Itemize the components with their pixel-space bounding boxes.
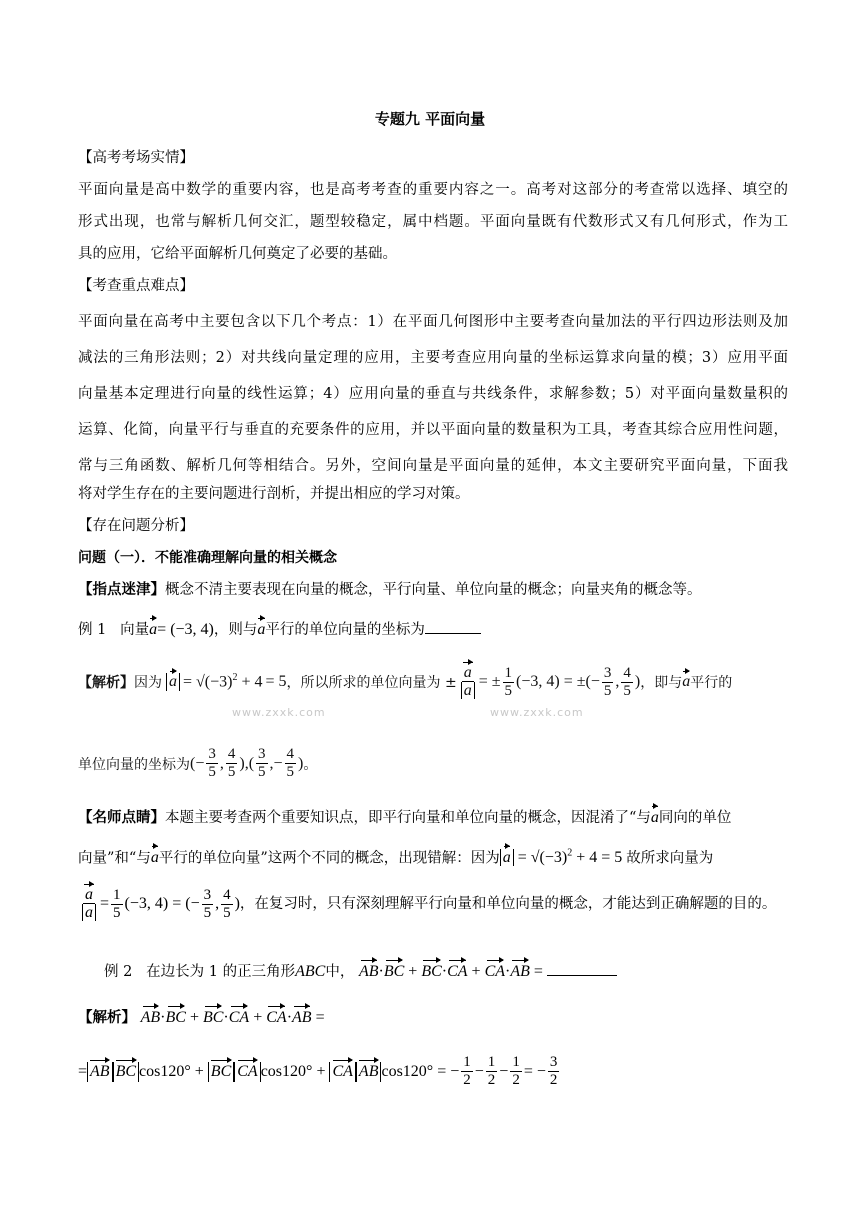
- abs-a: [166, 673, 180, 691]
- cosine-term: cos120°: [260, 1062, 313, 1080]
- fraction-1-2: [461, 1054, 473, 1089]
- solution-equation: (−3, 4) = ±(−: [516, 673, 600, 690]
- example-2-text: 中，: [325, 964, 355, 980]
- fraction-3-5: [202, 887, 214, 922]
- example-2: 例 2 在边长为 1 的正三角形ABC中， AB·BC + BC·CA + CA·AB =: [104, 962, 814, 982]
- example-2-text: 在边长为 1 的正三角形: [146, 964, 296, 980]
- vector-CA: CA: [266, 1009, 287, 1026]
- tip-text: 概念不清主要表现在向量的概念，平行向量、单位向量的概念；向量夹角的概念等。: [165, 582, 702, 598]
- numerator: 1: [512, 1054, 520, 1070]
- paragraph-line: 形式出现，也常与解析几何交汇，题型较稳定，属中档题。平面向量既有代数形式又有几何形式，作为工: [78, 214, 788, 230]
- teacher-note-line-1: [78, 808, 788, 828]
- solution-text: ，即与: [640, 675, 683, 691]
- vector-CA: CA: [234, 1062, 260, 1082]
- fraction-3-5: [602, 665, 614, 700]
- numerator: 4: [623, 664, 631, 681]
- solution-text: ，所以所求的单位向量为 ±: [286, 675, 457, 691]
- numerator: 4: [227, 746, 236, 762]
- teacher-label: 【名师点睛】: [78, 810, 165, 826]
- numerator: 3: [208, 746, 216, 762]
- vector-BC: BC: [202, 1009, 224, 1026]
- denominator: 5: [623, 682, 631, 699]
- answer-blank: [547, 975, 617, 976]
- cosine-term: cos120°: [139, 1062, 191, 1080]
- numerator: 3: [603, 664, 612, 681]
- solution-text: 因为: [134, 675, 162, 691]
- teacher-text: 平行的单位向量”这两个不同的概念，出现错解：因为: [158, 850, 500, 867]
- solution-2-line-1: 【解析】 AB·BC + BC·CA + CA·AB =: [78, 1009, 325, 1026]
- numerator: 1: [463, 1054, 471, 1070]
- teacher-text: ，在复习时，只有深刻理解平行向量和单位向量的概念，才能达到正确解题的目的。: [239, 896, 777, 912]
- numerator: 3: [549, 1054, 558, 1070]
- vector-AB: AB: [292, 1009, 312, 1026]
- paragraph-line: 常与三角函数、解析几何等相结合。另外，空间向量是平面向量的延伸，本文主要研究平面向量，下面我: [78, 458, 788, 474]
- denominator: 5: [286, 764, 295, 780]
- vector-AB: AB: [510, 963, 530, 980]
- denominator: 5: [258, 764, 266, 780]
- fraction-4-5: [221, 887, 233, 922]
- section-heading-key-points: 【考查重点难点】: [78, 278, 194, 294]
- vector-CA: CA: [329, 1062, 355, 1082]
- paragraph-line: 平面向量是高中数学的重要内容，也是高考考查的重要内容之一。高考对这部分的考查常以选择、填空的: [78, 182, 788, 198]
- solution-text: 单位向量的坐标为: [78, 756, 190, 773]
- denominator: 5: [203, 904, 212, 921]
- solution-equation: = 5: [265, 673, 287, 690]
- example-1-text: ，则与: [213, 622, 258, 638]
- solution-1-line-1: 【解析】 因为 a = $√(-3)^2 + 4$ = 5 ，所以所求的单位向量为 ± $\frac{a}{a}$ = ± $\frac{1}{5}$ (−3, 4) = ±(− $\frac{3}{5}$ , $\frac{4}{5}$ ) ，即与 a 平行的: [78, 664, 733, 699]
- numerator: 3: [258, 746, 266, 762]
- fraction-3-5: [206, 746, 218, 781]
- numerator: 1: [113, 886, 121, 903]
- vector-CA: CA: [484, 963, 506, 980]
- fraction-1-5: [111, 887, 123, 922]
- example-2-label: 例 2: [104, 964, 133, 980]
- vector-a: a: [169, 673, 177, 690]
- vector-BC: BC: [421, 963, 442, 980]
- teacher-text: 本题主要考查两个重要知识点，即平行向量和单位向量的概念，因混淆了“与: [165, 810, 651, 826]
- vector-AB: AB: [358, 963, 379, 980]
- vector-a: a: [85, 886, 93, 903]
- example-1-text: 向量: [120, 622, 150, 638]
- vector-a: a: [502, 849, 511, 867]
- fraction-1-5: [503, 665, 515, 700]
- solution-text: 平行的: [690, 675, 733, 691]
- vector-BC: BC: [165, 1009, 186, 1026]
- vector-a: a: [650, 809, 659, 826]
- vector-CA: CA: [228, 1009, 250, 1026]
- solution-label: 【解析】: [78, 675, 134, 691]
- vector-a: a: [149, 621, 158, 638]
- example-1-text: 平行的单位向量的坐标为: [265, 622, 425, 638]
- cosine-term: cos120°: [381, 1062, 434, 1080]
- solution-text: 。: [303, 756, 318, 773]
- answer-blank: [425, 633, 481, 634]
- fraction-3-2: [548, 1054, 560, 1089]
- paragraph-line: 减法的三角形法则；2）对共线向量定理的应用，主要考查应用向量的坐标运算求向量的模；3）应用平面: [78, 350, 788, 366]
- solution-2-line-2: = AB BC cos120° + BC CA cos120° + CA AB cos120° = − $\frac{1}{2}$ − $\frac{1}{2}$ − $\frac{1}{2}$ = − $\frac{3}{2}$: [78, 1054, 558, 1088]
- numerator: 4: [223, 886, 231, 903]
- denominator: 5: [208, 764, 216, 780]
- fraction-4-5: [285, 746, 297, 781]
- vector-BC: BC: [113, 1062, 139, 1082]
- paragraph-line: 平面向量在高考中主要包含以下几个考点：1）在平面几何图形中主要考查向量加法的平行四边形法则及加: [78, 314, 788, 330]
- denominator: 5: [113, 904, 121, 921]
- vector-a: a: [463, 664, 472, 681]
- section-heading-exam-situation: 【高考考场实情】: [78, 150, 194, 166]
- example-1-equation: = (−3, 4): [157, 621, 214, 638]
- vector-AB: AB: [87, 1062, 113, 1082]
- fraction-3-5: [256, 746, 268, 781]
- triangle-name: ABC: [295, 963, 326, 980]
- vector-a: a: [682, 673, 691, 690]
- fraction-1-2: [486, 1054, 498, 1089]
- vector-BC: BC: [383, 963, 405, 980]
- teacher-text: 同向的单位: [658, 810, 732, 826]
- numerator: 3: [203, 886, 212, 903]
- fraction-1-2: [510, 1054, 522, 1089]
- vector-a: a: [82, 904, 96, 921]
- solution-equation: = ±: [478, 673, 501, 690]
- numerator: 1: [504, 664, 513, 681]
- watermark: www.zxxk.com: [490, 706, 584, 719]
- page-title: 专题九 平面向量: [374, 110, 486, 128]
- vector-a: a: [461, 682, 475, 699]
- denominator: 2: [512, 1072, 520, 1088]
- example-1-label: 例 1: [78, 622, 107, 638]
- denominator: 2: [487, 1072, 496, 1088]
- solution-label: 【解析】: [78, 1010, 136, 1026]
- vector-a: a: [150, 849, 159, 867]
- vector-AB: AB: [140, 1009, 161, 1026]
- vector-AB: AB: [356, 1062, 382, 1082]
- vector-a: a: [257, 621, 266, 638]
- paragraph-line: 运算、化简，向量平行与垂直的充要条件的应用，并以平面向量的数量积为工具，考查其综合应用性问题，: [78, 422, 788, 438]
- watermark: www.zxxk.com: [232, 706, 326, 719]
- fraction-a-over-abs-a: [459, 664, 477, 700]
- denominator: 5: [603, 682, 612, 699]
- tip-label: 【指点迷津】: [78, 582, 165, 598]
- paragraph-line: 将对学生存在的主要问题进行剖析，并提出相应的学习对策。: [78, 486, 470, 502]
- denominator: 5: [223, 904, 231, 921]
- vector-CA: CA: [447, 963, 468, 980]
- teacher-text: 故所求向量为: [626, 850, 714, 867]
- denominator: 2: [463, 1072, 471, 1088]
- example-1: [78, 620, 788, 640]
- teacher-note-line-2: 向量”和“与a平行的单位向量”这两个不同的概念，出现错解：因为 $a = √(-3)^2 + 4 = 5$ 故所求向量为: [78, 848, 714, 867]
- vector-BC: BC: [208, 1062, 234, 1082]
- problem-1-heading: 问题（一）．不能准确理解向量的相关概念: [78, 550, 337, 566]
- fraction-a-over-abs-a: [80, 886, 98, 922]
- teacher-text: 向量”和“与: [78, 850, 151, 867]
- tip-paragraph: [78, 580, 788, 600]
- numerator: 4: [286, 746, 295, 762]
- paragraph-line: 向量基本定理进行向量的线性运算；4）应用向量的垂直与共线条件，求解参数；5）对平面向量数量积的: [78, 386, 788, 402]
- denominator: 5: [504, 682, 513, 699]
- solution-1-line-2: 单位向量的坐标为 (− $\frac{3}{5}$ , $\frac{4}{5}$ ),( $\frac{3}{5}$ ,− $\frac{4}{5}$ ) 。: [78, 746, 318, 780]
- fraction-4-5: [226, 746, 238, 781]
- numerator: 1: [487, 1054, 496, 1070]
- denominator: 5: [227, 764, 236, 780]
- paragraph-line: 具的应用，它给平面解析几何奠定了必要的基础。: [78, 246, 397, 262]
- denominator: 2: [549, 1072, 558, 1088]
- section-heading-problem-analysis: 【存在问题分析】: [78, 518, 194, 534]
- fraction-4-5: [621, 665, 633, 700]
- teacher-note-line-3: $\frac{a}{a}$ = $\frac{1}{5}$ (−3, 4) = (− $\frac{3}{5}$ , $\frac{4}{5}$ ) ，在复习时，只有深刻理解平行向量和单位向量的概念，才能达到正确解题的目的。: [78, 886, 788, 922]
